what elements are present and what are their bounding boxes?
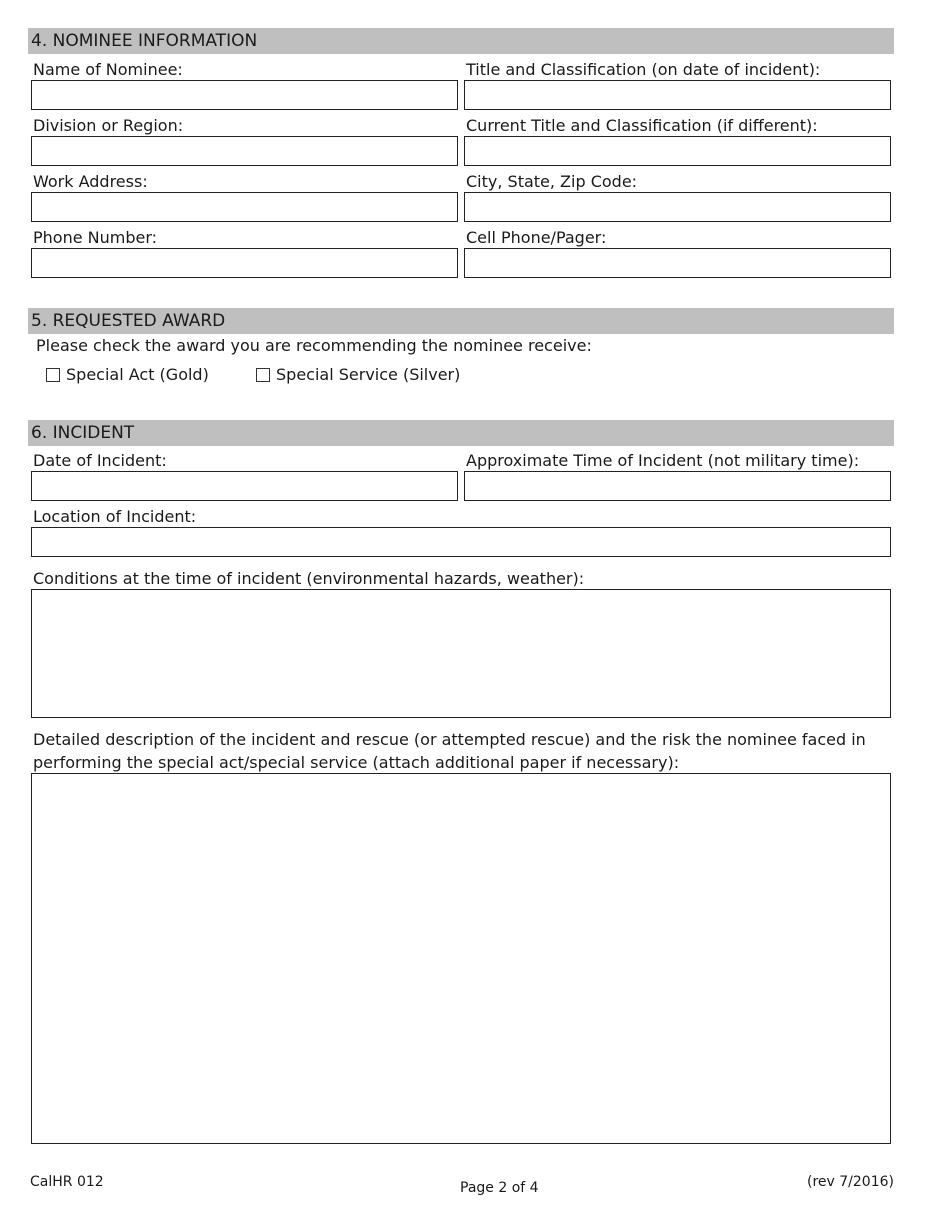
location-input[interactable] (31, 527, 891, 557)
location-label: Location of Incident: (33, 507, 197, 526)
conditions-textarea[interactable] (31, 589, 891, 718)
city-state-zip-label: City, State, Zip Code: (466, 172, 638, 191)
title-classification-input[interactable] (464, 80, 891, 110)
current-title-label: Current Title and Classification (if different): (466, 116, 818, 135)
section-5-header: 5. REQUESTED AWARD (28, 308, 894, 334)
special-service-label: Special Service (Silver) (276, 365, 461, 384)
conditions-label: Conditions at the time of incident (environmental hazards, weather): (33, 569, 585, 588)
special-act-option[interactable] (46, 365, 209, 384)
form-id: CalHR 012 (30, 1174, 104, 1190)
special-act-label: Special Act (Gold) (66, 365, 209, 384)
cell-phone-pager-label: Cell Phone/Pager: (466, 228, 607, 247)
approx-time-input[interactable] (464, 471, 891, 501)
date-of-incident-input[interactable] (31, 471, 458, 501)
work-address-input[interactable] (31, 192, 458, 222)
special-act-checkbox[interactable] (46, 368, 60, 382)
revision-date: (rev 7/2016) (807, 1174, 894, 1190)
phone-number-label: Phone Number: (33, 228, 158, 247)
special-service-checkbox[interactable] (256, 368, 270, 382)
name-of-nominee-input[interactable] (31, 80, 458, 110)
city-state-zip-input[interactable] (464, 192, 891, 222)
section-6-header: 6. INCIDENT (28, 420, 894, 446)
work-address-label: Work Address: (33, 172, 148, 191)
name-of-nominee-label: Name of Nominee: (33, 60, 183, 79)
page-number: Page 2 of 4 (460, 1180, 539, 1196)
award-instruction: Please check the award you are recommending the nominee receive: (36, 336, 592, 355)
division-region-label: Division or Region: (33, 116, 184, 135)
section-4-header: 4. NOMINEE INFORMATION (28, 28, 894, 54)
division-region-input[interactable] (31, 136, 458, 166)
title-classification-label: Title and Classification (on date of incident): (466, 60, 821, 79)
description-label-line1: Detailed description of the incident and rescue (or attempted rescue) and the risk the nominee faced in (33, 730, 866, 749)
description-textarea[interactable] (31, 773, 891, 1144)
approx-time-label: Approximate Time of Incident (not military time): (466, 451, 860, 470)
description-label-line2: performing the special act/special service (attach additional paper if necessary): (33, 753, 680, 772)
date-of-incident-label: Date of Incident: (33, 451, 167, 470)
cell-phone-pager-input[interactable] (464, 248, 891, 278)
current-title-input[interactable] (464, 136, 891, 166)
special-service-option[interactable] (256, 365, 460, 384)
phone-number-input[interactable] (31, 248, 458, 278)
